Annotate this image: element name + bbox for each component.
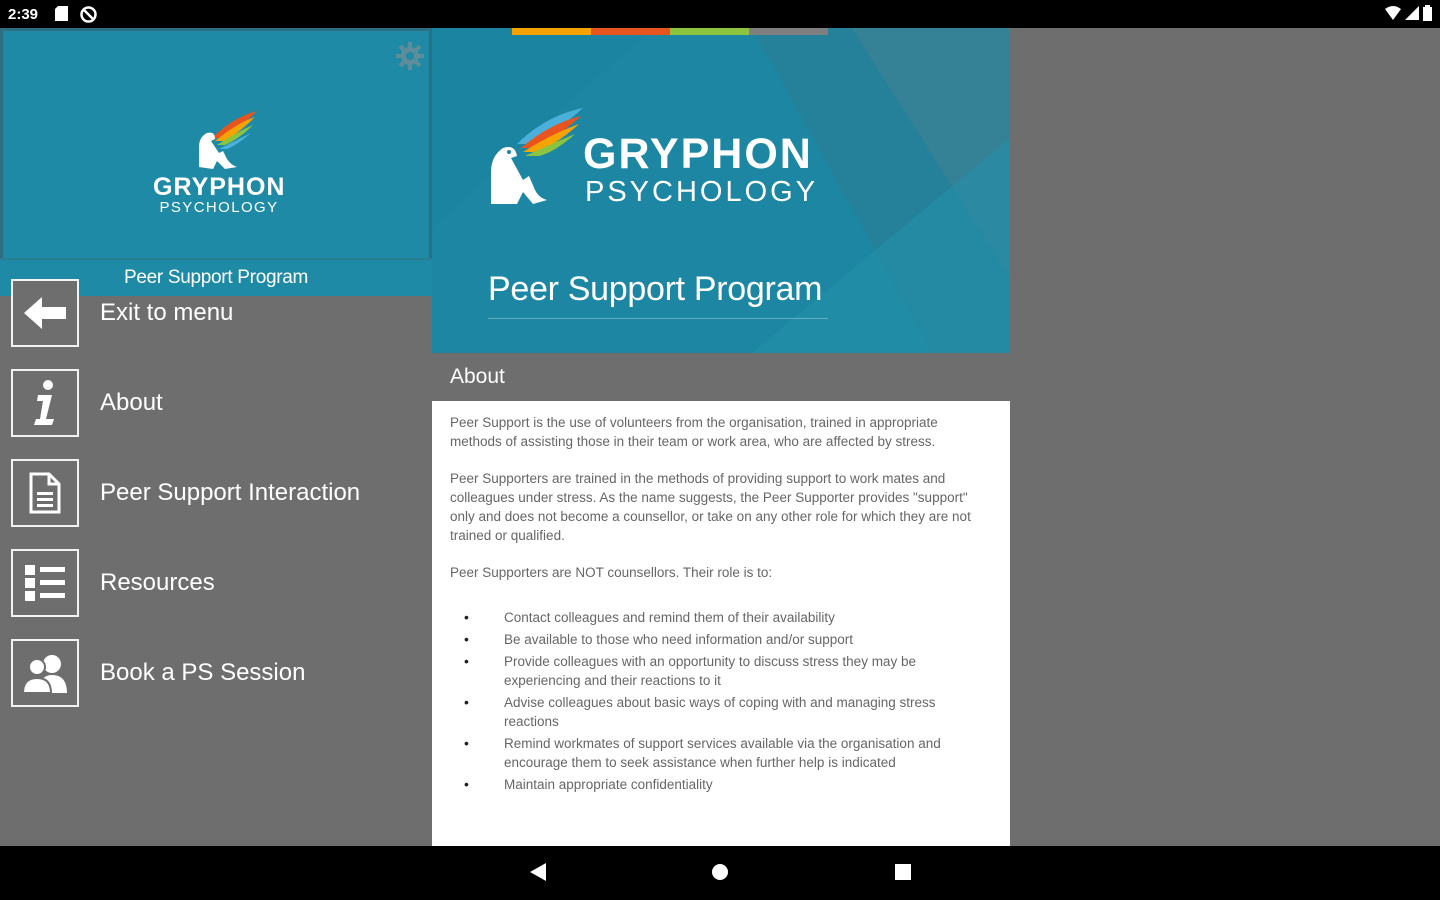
status-bar: [0, 0, 1440, 28]
system-nav-bar: [0, 846, 1440, 900]
about-bullet-list: [450, 608, 992, 794]
menu-item-label: Resources: [100, 569, 215, 596]
gryphon-logo: [153, 111, 293, 221]
hero-logo-line2: PSYCHOLOGY: [585, 176, 819, 208]
info-icon: [11, 369, 79, 437]
menu-item-about[interactable]: [0, 361, 432, 445]
menu-item-resources[interactable]: [0, 541, 432, 625]
blocked-icon: [80, 6, 94, 22]
sd-card-icon: [55, 6, 69, 22]
list-item: • Maintain appropriate confidentiality: [450, 775, 992, 794]
status-time: 2:39: [8, 6, 39, 23]
about-paragraph: Peer Supporters are NOT counsellors. Their role is to:: [450, 565, 773, 580]
gryphon-emblem-icon: [487, 108, 587, 208]
hero-title: Peer Support Program: [488, 270, 823, 308]
arrow-left-icon: [11, 279, 79, 347]
list-item: • Remind workmates of support services available via the organisation and encourage them to seek assistance when further help is indicated: [450, 734, 992, 772]
wifi-icon: [1385, 6, 1401, 25]
hero-banner: [432, 28, 1010, 353]
strip-orange: [512, 28, 591, 35]
menu-item-peer-support-interaction[interactable]: [0, 451, 432, 535]
document-icon: [11, 459, 79, 527]
list-item: • Contact colleagues and remind them of their availability: [450, 608, 992, 627]
drawer-logo-line1: GRYPHON: [153, 173, 286, 201]
menu-item-exit[interactable]: [0, 271, 432, 355]
list-item: • Be available to those who need information and/or support: [450, 630, 992, 649]
signal-icon: [1405, 6, 1419, 25]
gryphon-logo-large: [487, 108, 817, 218]
list-item: • Provide colleagues with an opportunity to discuss stress they may be experiencing and their reactions to it: [450, 652, 992, 690]
menu-item-book-session[interactable]: [0, 631, 432, 715]
navigation-drawer: [0, 28, 432, 846]
drawer-subtitle: Peer Support Program: [0, 258, 432, 296]
about-paragraph: Peer Supporters are trained in the methods of providing support to work mates and colleagues under stress. As the name suggests, the Peer Supporter provides "support" only and does not become a counsellor, or take on any other role for which they are not trained or qualified.: [450, 471, 971, 543]
home-icon[interactable]: [710, 862, 730, 887]
color-strip: [512, 28, 828, 35]
menu-item-label: Exit to menu: [100, 299, 234, 326]
back-icon[interactable]: [528, 862, 548, 887]
content-panel: [432, 28, 1010, 846]
strip-grey: [749, 28, 828, 35]
menu-item-label: About: [100, 389, 163, 416]
list-item: • Advise colleagues about basic ways of coping with and managing stress reactions: [450, 693, 992, 731]
gryphon-emblem-icon: [153, 111, 293, 173]
gear-icon[interactable]: [395, 41, 425, 76]
drawer-header: [0, 28, 432, 266]
hero-divider: [488, 318, 828, 319]
about-heading: About: [432, 353, 1010, 401]
strip-red: [591, 28, 670, 35]
about-content: [432, 401, 1010, 846]
list-icon: [11, 549, 79, 617]
users-icon: [11, 639, 79, 707]
drawer-logo-line2: PSYCHOLOGY: [159, 199, 279, 216]
hero-logo-line1: GRYPHON: [583, 130, 813, 178]
menu-item-label: Book a PS Session: [100, 659, 306, 686]
menu-item-label: Peer Support Interaction: [100, 479, 361, 506]
battery-icon: [1423, 5, 1432, 26]
strip-green: [670, 28, 749, 35]
about-paragraph: Peer Support is the use of volunteers from the organisation, trained in appropriate methods of assisting those in their team or work area, who are affected by stress.: [450, 415, 938, 449]
recents-icon[interactable]: [893, 862, 913, 887]
